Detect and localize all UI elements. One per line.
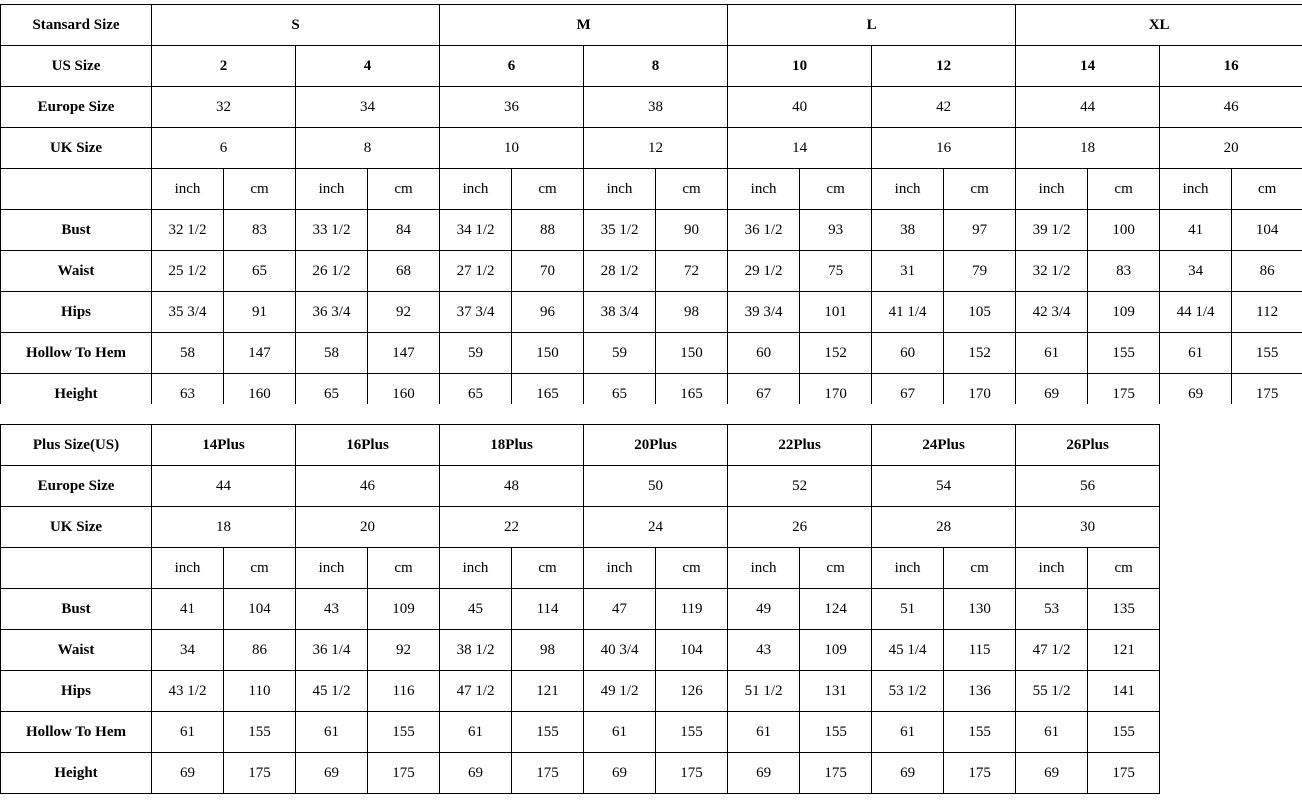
- measure-cell: 53 1/2: [872, 671, 944, 712]
- row-label-hollow-to-hem: Hollow To Hem: [1, 333, 152, 374]
- europe-size-cell: 34: [296, 87, 440, 128]
- measure-cell: 155: [1232, 333, 1302, 374]
- measure-cell: 175: [1088, 374, 1160, 415]
- measure-cell: 33 1/2: [296, 210, 368, 251]
- measure-cell: 45 1/2: [296, 671, 368, 712]
- plus-size-cell: 14Plus: [152, 425, 296, 466]
- uk-size-cell: 22: [440, 507, 584, 548]
- table-row-standard-size: [1, 5, 1302, 46]
- measure-cell: 51 1/2: [728, 671, 800, 712]
- unit-cell: cm: [800, 548, 872, 589]
- plus-size-cell: 18Plus: [440, 425, 584, 466]
- table-row-hips: [1, 671, 1160, 712]
- unit-cell: cm: [656, 169, 728, 210]
- measure-cell: 135: [1088, 589, 1160, 630]
- measure-cell: 61: [872, 712, 944, 753]
- measure-cell: 121: [1088, 630, 1160, 671]
- measure-cell: 38: [872, 210, 944, 251]
- measure-cell: 39 1/2: [1016, 210, 1088, 251]
- row-label-europe-size: Europe Size: [1, 87, 152, 128]
- measure-cell: 86: [224, 630, 296, 671]
- measure-cell: 65: [440, 374, 512, 415]
- measure-cell: 170: [944, 374, 1016, 415]
- europe-size-cell: 32: [152, 87, 296, 128]
- measure-cell: 160: [368, 374, 440, 415]
- measure-cell: 141: [1088, 671, 1160, 712]
- measure-cell: 152: [944, 333, 1016, 374]
- us-size-cell: 2: [152, 46, 296, 87]
- unit-cell: inch: [872, 548, 944, 589]
- size-group-xl: XL: [1016, 5, 1302, 46]
- measure-cell: 155: [1088, 712, 1160, 753]
- unit-cell: cm: [224, 548, 296, 589]
- unit-cell: cm: [512, 548, 584, 589]
- measure-cell: 155: [656, 712, 728, 753]
- measure-cell: 101: [800, 292, 872, 333]
- measure-cell: 114: [512, 589, 584, 630]
- measure-cell: 150: [656, 333, 728, 374]
- measure-cell: 35 3/4: [152, 292, 224, 333]
- uk-size-cell: 6: [152, 128, 296, 169]
- us-size-cell: 8: [584, 46, 728, 87]
- table-row-height: [1, 753, 1160, 794]
- row-label-us-size: US Size: [1, 46, 152, 87]
- measure-cell: 155: [368, 712, 440, 753]
- units-row-blank: [1, 548, 152, 589]
- europe-size-cell: 44: [1016, 87, 1160, 128]
- unit-cell: inch: [296, 169, 368, 210]
- measure-cell: 69: [728, 753, 800, 794]
- plus-size-cell: 22Plus: [728, 425, 872, 466]
- measure-cell: 67: [872, 374, 944, 415]
- unit-cell: inch: [152, 548, 224, 589]
- table-row-waist: [1, 251, 1302, 292]
- measure-cell: 59: [584, 333, 656, 374]
- uk-size-cell: 18: [1016, 128, 1160, 169]
- measure-cell: 42 3/4: [1016, 292, 1088, 333]
- measure-cell: 160: [224, 374, 296, 415]
- unit-cell: cm: [368, 169, 440, 210]
- measure-cell: 115: [944, 630, 1016, 671]
- uk-size-cell: 26: [728, 507, 872, 548]
- row-label-bust: Bust: [1, 589, 152, 630]
- measure-cell: 38 1/2: [440, 630, 512, 671]
- row-label-waist: Waist: [1, 251, 152, 292]
- measure-cell: 25 1/2: [152, 251, 224, 292]
- measure-cell: 112: [1232, 292, 1302, 333]
- measure-cell: 109: [1088, 292, 1160, 333]
- size-group-l: L: [728, 5, 1016, 46]
- europe-size-cell: 54: [872, 466, 1016, 507]
- measure-cell: 29 1/2: [728, 251, 800, 292]
- measure-cell: 34 1/2: [440, 210, 512, 251]
- unit-cell: inch: [440, 169, 512, 210]
- measure-cell: 147: [368, 333, 440, 374]
- measure-cell: 44 1/4: [1160, 292, 1232, 333]
- us-size-cell: 14: [1016, 46, 1160, 87]
- measure-cell: 61: [296, 712, 368, 753]
- measure-cell: 155: [224, 712, 296, 753]
- measure-cell: 88: [512, 210, 584, 251]
- measure-cell: 109: [800, 630, 872, 671]
- measure-cell: 36 3/4: [296, 292, 368, 333]
- row-label-plus-size: Plus Size(US): [1, 425, 152, 466]
- europe-size-cell: 38: [584, 87, 728, 128]
- measure-cell: 55 1/2: [1016, 671, 1088, 712]
- unit-cell: inch: [152, 169, 224, 210]
- table-spacer: [0, 404, 1302, 424]
- measure-cell: 58: [296, 333, 368, 374]
- measure-cell: 49 1/2: [584, 671, 656, 712]
- europe-size-cell: 56: [1016, 466, 1160, 507]
- table-row-us-size: [1, 46, 1302, 87]
- measure-cell: 75: [800, 251, 872, 292]
- uk-size-cell: 30: [1016, 507, 1160, 548]
- measure-cell: 45: [440, 589, 512, 630]
- measure-cell: 61: [584, 712, 656, 753]
- measure-cell: 150: [512, 333, 584, 374]
- measure-cell: 165: [512, 374, 584, 415]
- row-label-hips: Hips: [1, 671, 152, 712]
- europe-size-cell: 50: [584, 466, 728, 507]
- measure-cell: 61: [152, 712, 224, 753]
- row-label-uk-size: UK Size: [1, 507, 152, 548]
- measure-cell: 69: [584, 753, 656, 794]
- row-label-height: Height: [1, 374, 152, 415]
- measure-cell: 47 1/2: [1016, 630, 1088, 671]
- uk-size-cell: 18: [152, 507, 296, 548]
- measure-cell: 39 3/4: [728, 292, 800, 333]
- measure-cell: 131: [800, 671, 872, 712]
- unit-cell: inch: [584, 169, 656, 210]
- measure-cell: 69: [440, 753, 512, 794]
- measure-cell: 59: [440, 333, 512, 374]
- row-label-waist: Waist: [1, 630, 152, 671]
- uk-size-cell: 14: [728, 128, 872, 169]
- measure-cell: 155: [512, 712, 584, 753]
- measure-cell: 155: [1088, 333, 1160, 374]
- measure-cell: 32 1/2: [1016, 251, 1088, 292]
- unit-cell: inch: [1016, 169, 1088, 210]
- measure-cell: 124: [800, 589, 872, 630]
- measure-cell: 26 1/2: [296, 251, 368, 292]
- units-row-blank: [1, 169, 152, 210]
- europe-size-cell: 42: [872, 87, 1016, 128]
- measure-cell: 65: [224, 251, 296, 292]
- unit-cell: cm: [1088, 169, 1160, 210]
- us-size-cell: 10: [728, 46, 872, 87]
- measure-cell: 98: [656, 292, 728, 333]
- measure-cell: 92: [368, 630, 440, 671]
- measure-cell: 72: [656, 251, 728, 292]
- row-label-bust: Bust: [1, 210, 152, 251]
- unit-cell: inch: [440, 548, 512, 589]
- measure-cell: 170: [800, 374, 872, 415]
- unit-cell: inch: [1160, 169, 1232, 210]
- measure-cell: 83: [224, 210, 296, 251]
- measure-cell: 152: [800, 333, 872, 374]
- measure-cell: 165: [656, 374, 728, 415]
- measure-cell: 45 1/4: [872, 630, 944, 671]
- measure-cell: 47 1/2: [440, 671, 512, 712]
- unit-cell: cm: [944, 548, 1016, 589]
- measure-cell: 96: [512, 292, 584, 333]
- measure-cell: 43: [728, 630, 800, 671]
- plus-size-cell: 20Plus: [584, 425, 728, 466]
- unit-cell: inch: [1016, 548, 1088, 589]
- size-group-s: S: [152, 5, 440, 46]
- unit-cell: cm: [1088, 548, 1160, 589]
- table-row-waist: [1, 630, 1160, 671]
- measure-cell: 91: [224, 292, 296, 333]
- measure-cell: 104: [656, 630, 728, 671]
- measure-cell: 147: [224, 333, 296, 374]
- table-row-units: [1, 548, 1160, 589]
- uk-size-cell: 8: [296, 128, 440, 169]
- unit-cell: cm: [1232, 169, 1302, 210]
- measure-cell: 38 3/4: [584, 292, 656, 333]
- measure-cell: 104: [1232, 210, 1302, 251]
- measure-cell: 84: [368, 210, 440, 251]
- measure-cell: 175: [224, 753, 296, 794]
- measure-cell: 41 1/4: [872, 292, 944, 333]
- table-row-europe-size: [1, 466, 1160, 507]
- measure-cell: 69: [1160, 374, 1232, 415]
- unit-cell: cm: [512, 169, 584, 210]
- measure-cell: 31: [872, 251, 944, 292]
- row-label-uk-size: UK Size: [1, 128, 152, 169]
- table-row-bust: [1, 210, 1302, 251]
- measure-cell: 51: [872, 589, 944, 630]
- unit-cell: cm: [224, 169, 296, 210]
- measure-cell: 79: [944, 251, 1016, 292]
- measure-cell: 116: [368, 671, 440, 712]
- measure-cell: 47: [584, 589, 656, 630]
- table-row-uk-size: [1, 507, 1160, 548]
- uk-size-cell: 24: [584, 507, 728, 548]
- measure-cell: 65: [296, 374, 368, 415]
- measure-cell: 175: [656, 753, 728, 794]
- us-size-cell: 6: [440, 46, 584, 87]
- table-row-plus-size: [1, 425, 1160, 466]
- unit-cell: inch: [728, 548, 800, 589]
- measure-cell: 175: [512, 753, 584, 794]
- unit-cell: cm: [800, 169, 872, 210]
- measure-cell: 69: [152, 753, 224, 794]
- measure-cell: 110: [224, 671, 296, 712]
- measure-cell: 104: [224, 589, 296, 630]
- measure-cell: 126: [656, 671, 728, 712]
- measure-cell: 63: [152, 374, 224, 415]
- measure-cell: 43 1/2: [152, 671, 224, 712]
- measure-cell: 92: [368, 292, 440, 333]
- measure-cell: 175: [368, 753, 440, 794]
- measure-cell: 60: [872, 333, 944, 374]
- unit-cell: inch: [584, 548, 656, 589]
- row-label-hollow-to-hem: Hollow To Hem: [1, 712, 152, 753]
- table-row-hollow-to-hem: [1, 712, 1160, 753]
- measure-cell: 32 1/2: [152, 210, 224, 251]
- measure-cell: 175: [1088, 753, 1160, 794]
- table-row-uk-size: [1, 128, 1302, 169]
- measure-cell: 93: [800, 210, 872, 251]
- europe-size-cell: 52: [728, 466, 872, 507]
- unit-cell: cm: [944, 169, 1016, 210]
- plus-size-cell: 16Plus: [296, 425, 440, 466]
- measure-cell: 105: [944, 292, 1016, 333]
- measure-cell: 69: [1016, 374, 1088, 415]
- measure-cell: 83: [1088, 251, 1160, 292]
- uk-size-cell: 20: [1160, 128, 1302, 169]
- unit-cell: cm: [656, 548, 728, 589]
- plus-size-cell: 26Plus: [1016, 425, 1160, 466]
- plus-size-table: [0, 424, 1160, 794]
- measure-cell: 58: [152, 333, 224, 374]
- measure-cell: 68: [368, 251, 440, 292]
- measure-cell: 100: [1088, 210, 1160, 251]
- measure-cell: 97: [944, 210, 1016, 251]
- row-label-standard-size: Stansard Size: [1, 5, 152, 46]
- europe-size-cell: 40: [728, 87, 872, 128]
- measure-cell: 61: [1016, 712, 1088, 753]
- measure-cell: 35 1/2: [584, 210, 656, 251]
- measure-cell: 119: [656, 589, 728, 630]
- standard-size-table: [0, 4, 1302, 415]
- row-label-europe-size: Europe Size: [1, 466, 152, 507]
- uk-size-cell: 20: [296, 507, 440, 548]
- table-row-units: [1, 169, 1302, 210]
- us-size-cell: 4: [296, 46, 440, 87]
- table-row-hips: [1, 292, 1302, 333]
- measure-cell: 34: [1160, 251, 1232, 292]
- table-row-bust: [1, 589, 1160, 630]
- table-row-europe-size: [1, 87, 1302, 128]
- measure-cell: 41: [1160, 210, 1232, 251]
- measure-cell: 49: [728, 589, 800, 630]
- unit-cell: inch: [728, 169, 800, 210]
- measure-cell: 69: [872, 753, 944, 794]
- uk-size-cell: 28: [872, 507, 1016, 548]
- measure-cell: 130: [944, 589, 1016, 630]
- measure-cell: 36 1/2: [728, 210, 800, 251]
- row-label-height: Height: [1, 753, 152, 794]
- europe-size-cell: 36: [440, 87, 584, 128]
- measure-cell: 90: [656, 210, 728, 251]
- measure-cell: 98: [512, 630, 584, 671]
- europe-size-cell: 46: [296, 466, 440, 507]
- measure-cell: 86: [1232, 251, 1302, 292]
- measure-cell: 61: [1160, 333, 1232, 374]
- measure-cell: 53: [1016, 589, 1088, 630]
- measure-cell: 60: [728, 333, 800, 374]
- measure-cell: 69: [296, 753, 368, 794]
- unit-cell: inch: [872, 169, 944, 210]
- us-size-cell: 12: [872, 46, 1016, 87]
- measure-cell: 175: [944, 753, 1016, 794]
- unit-cell: cm: [368, 548, 440, 589]
- us-size-cell: 16: [1160, 46, 1302, 87]
- uk-size-cell: 16: [872, 128, 1016, 169]
- measure-cell: 28 1/2: [584, 251, 656, 292]
- measure-cell: 61: [728, 712, 800, 753]
- measure-cell: 65: [584, 374, 656, 415]
- measure-cell: 40 3/4: [584, 630, 656, 671]
- measure-cell: 27 1/2: [440, 251, 512, 292]
- measure-cell: 121: [512, 671, 584, 712]
- measure-cell: 36 1/4: [296, 630, 368, 671]
- size-group-m: M: [440, 5, 728, 46]
- measure-cell: 34: [152, 630, 224, 671]
- measure-cell: 136: [944, 671, 1016, 712]
- measure-cell: 61: [440, 712, 512, 753]
- measure-cell: 175: [1232, 374, 1302, 415]
- measure-cell: 67: [728, 374, 800, 415]
- measure-cell: 37 3/4: [440, 292, 512, 333]
- uk-size-cell: 10: [440, 128, 584, 169]
- measure-cell: 43: [296, 589, 368, 630]
- measure-cell: 70: [512, 251, 584, 292]
- europe-size-cell: 48: [440, 466, 584, 507]
- row-label-hips: Hips: [1, 292, 152, 333]
- measure-cell: 155: [944, 712, 1016, 753]
- measure-cell: 155: [800, 712, 872, 753]
- europe-size-cell: 46: [1160, 87, 1302, 128]
- measure-cell: 109: [368, 589, 440, 630]
- uk-size-cell: 12: [584, 128, 728, 169]
- measure-cell: 69: [1016, 753, 1088, 794]
- measure-cell: 61: [1016, 333, 1088, 374]
- plus-size-cell: 24Plus: [872, 425, 1016, 466]
- measure-cell: 41: [152, 589, 224, 630]
- table-row-hollow-to-hem: [1, 333, 1302, 374]
- unit-cell: inch: [296, 548, 368, 589]
- measure-cell: 175: [800, 753, 872, 794]
- europe-size-cell: 44: [152, 466, 296, 507]
